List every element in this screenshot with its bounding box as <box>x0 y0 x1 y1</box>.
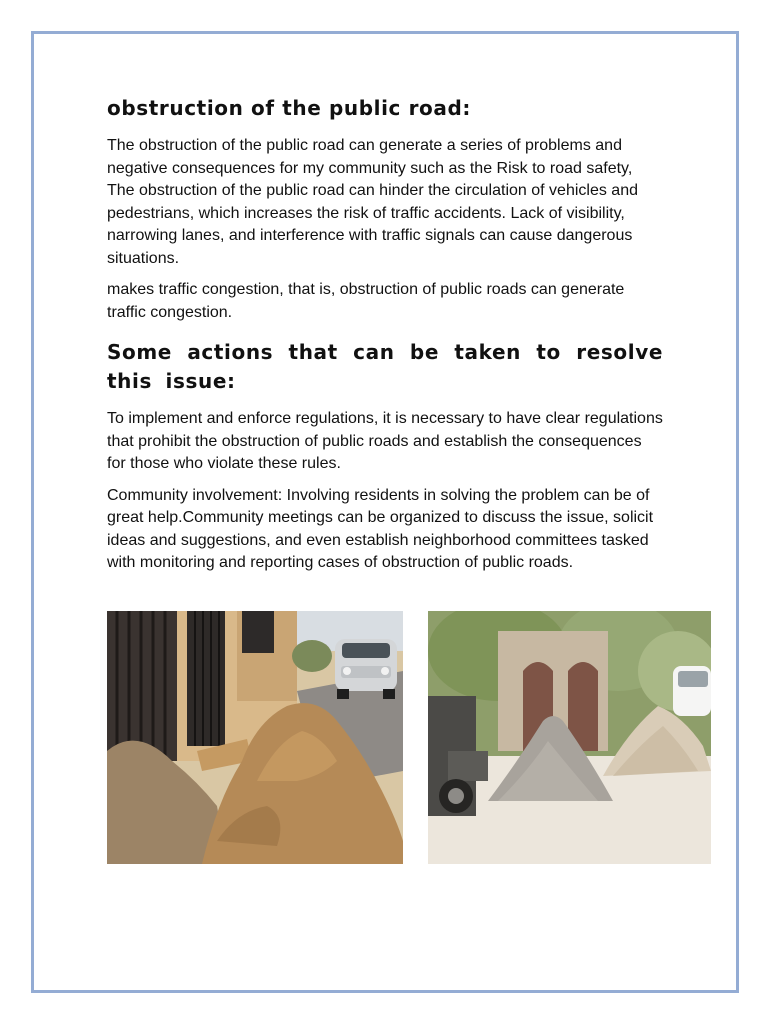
paragraph-regulations: To implement and enforce regulations, it is necessary to have clear regulations that prohibit the obstruction of public roads and establish the consequences for those who violate these rules. <box>107 410 663 472</box>
photo-sand-piles-street <box>107 611 403 864</box>
document-body <box>107 94 663 584</box>
heading-obstruction: obstruction of the public road: <box>107 96 471 120</box>
paragraph-road-safety: The obstruction of the public road can generate a series of problems and negative consequences for my community such as the Risk to road safety, The obstruction of the public road can hinder the circulation of vehicles and pedestrians, which increases the risk of traffic accidents. Lack of visibility, narrowing lanes, and interference with traffic signals can cause dangerous situations. <box>107 137 638 267</box>
paragraph-community: Community involvement: Involving residents in solving the problem can be of great help.Community meetings can be organized to discuss the issue, solicit ideas and suggestions, and even establish neighborhood committees tasked with monitoring and reporting cases of obstruction of public roads. <box>107 486 654 571</box>
heading-actions: Some actions that can be taken to resolve this issue: <box>107 340 663 393</box>
paragraph-congestion: makes traffic congestion, that is, obstruction of public roads can generate traffic congestion. <box>107 281 625 321</box>
photo-gravel-piles-street <box>428 611 711 864</box>
